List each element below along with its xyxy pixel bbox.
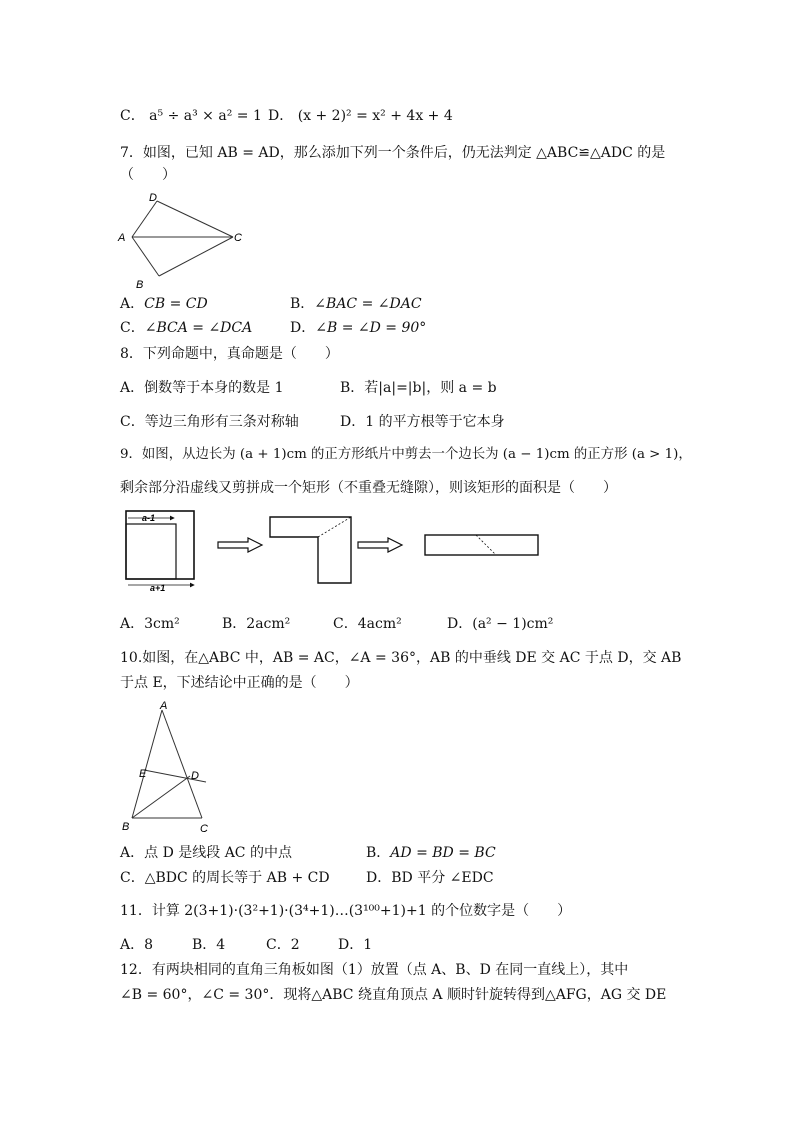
q7-answer-paren: （ ）	[120, 167, 176, 183]
option-text: ∠B = ∠D = 90°	[315, 320, 427, 336]
option-text: ∠BCA = ∠DCA	[144, 320, 253, 336]
option-label: D．	[340, 414, 366, 430]
q8-option-c	[120, 412, 299, 432]
q11-option-a	[120, 935, 153, 955]
option-label: C．	[120, 414, 145, 430]
q10-triangle-figure	[118, 700, 218, 840]
option-label: B．	[192, 937, 217, 953]
option-text: 8	[144, 937, 154, 953]
point-label-b: B	[136, 279, 144, 291]
q9-option-d	[447, 614, 553, 634]
q6-option-c	[120, 106, 262, 126]
q12-stem-line2: ∠B = 60°，∠C = 30°．现将△ABC 绕直角顶点 A 顺时针旋转得到△AFG，AG 交 DE	[120, 987, 667, 1003]
option-label: C．	[120, 320, 145, 336]
option-text: AD = BD = BC	[390, 845, 496, 861]
point-label-a: A	[118, 232, 126, 244]
q8-option-d	[340, 412, 505, 432]
q10-option-c	[120, 868, 330, 888]
option-text: ∠BAC = ∠DAC	[314, 296, 422, 312]
right-arrow-icon	[218, 538, 262, 552]
option-label: B．	[222, 616, 247, 632]
option-text: 倒数等于本身的数是 1	[144, 380, 284, 396]
q9-stem-line2: 剩余部分沿虚线又剪拼成一个矩形（不重叠无缝隙），则该矩形的面积是（ ）	[120, 480, 617, 496]
result-rectangle	[425, 535, 538, 555]
option-label: D．	[366, 870, 392, 886]
option-label: C．	[333, 616, 358, 632]
option-label: A．	[120, 616, 145, 632]
q9-stem-line1: 9．如图，从边长为 (a + 1)cm 的正方形纸片中剪去一个边长为 (a − 1)cm 的正方形 (a > 1)，	[120, 447, 692, 462]
option-text: △BDC 的周长等于 AB + CD	[144, 870, 330, 886]
option-label: A．	[120, 296, 145, 312]
q10-stem-line2: 于点 E，下述结论中正确的是（ ）	[120, 675, 359, 691]
q9-option-c	[333, 614, 402, 634]
q12-stem-line1: 12．有两块相同的直角三角板如图（1）放置（点 A、B、D 在同一直线上），其中	[120, 962, 629, 978]
option-text: 2acm²	[246, 616, 291, 632]
q7-stem: 7．如图，已知 AB = AD，那么添加下列一个条件后，仍无法判定 △ABC≌△ADC 的是	[120, 145, 666, 161]
q10-stem-line1: 10.如图，在△ABC 中，AB = AC，∠A = 36°，AB 的中垂线 DE 交 AC 于点 D，交 AB	[120, 650, 682, 666]
q11-stem: 11．计算 2(3+1)·(3²+1)·(3⁴+1)…(3¹⁰⁰+1)+1 的个位数字是（ ）	[120, 903, 572, 919]
option-label: D．	[268, 108, 294, 124]
label-a-minus-1: a-1	[142, 513, 156, 523]
option-expression: (x + 2)² = x² + 4x + 4	[297, 108, 453, 124]
option-label: D．	[447, 616, 473, 632]
option-label: B．	[290, 296, 315, 312]
option-label: D．	[290, 320, 316, 336]
q8-option-b	[340, 378, 497, 398]
point-label-e: E	[139, 768, 147, 780]
point-label-b: B	[122, 821, 130, 833]
q7-option-d	[290, 318, 426, 338]
option-text: 1 的平方根等于它本身	[365, 414, 505, 430]
option-label: A．	[120, 937, 145, 953]
option-label: B．	[366, 845, 391, 861]
option-label: D．	[338, 937, 364, 953]
option-text: 1	[363, 937, 373, 953]
option-label: A．	[120, 380, 145, 396]
option-text: 2	[290, 937, 300, 953]
point-label-c: C	[200, 823, 208, 835]
q11-option-d	[338, 935, 372, 955]
q7-kite-figure	[112, 188, 252, 294]
q9-cut-square-figure	[118, 505, 558, 595]
option-expression: a⁵ ÷ a³ × a² = 1	[149, 108, 262, 124]
q7-option-b	[290, 294, 422, 314]
point-label-d: D	[149, 192, 157, 204]
option-text: (a² − 1)cm²	[472, 616, 554, 632]
option-label: B．	[340, 380, 365, 396]
q6-option-d	[268, 106, 453, 126]
option-text: 4	[216, 937, 226, 953]
option-text: 若|a|=|b|，则 a = b	[364, 380, 497, 396]
option-label: C．	[120, 108, 145, 124]
q7-option-c	[120, 318, 252, 338]
option-text: 等边三角形有三条对称轴	[144, 414, 299, 430]
point-label-a: A	[160, 700, 168, 712]
option-label: C．	[120, 870, 145, 886]
q10-option-d	[366, 868, 494, 888]
option-label: C．	[266, 937, 291, 953]
q8-stem: 8．下列命题中，真命题是（ ）	[120, 346, 339, 362]
option-text: 3cm²	[144, 616, 180, 632]
option-text: BD 平分 ∠EDC	[391, 870, 494, 886]
option-text: 4acm²	[357, 616, 402, 632]
q7-option-a	[120, 294, 208, 314]
option-label: A．	[120, 845, 145, 861]
option-text: CB = CD	[144, 296, 208, 312]
point-label-c: C	[234, 232, 242, 244]
q8-option-a	[120, 378, 283, 398]
q9-option-a	[120, 614, 180, 634]
q9-option-b	[222, 614, 290, 634]
q11-option-c	[266, 935, 300, 955]
q11-option-b	[192, 935, 225, 955]
q10-option-b	[366, 843, 496, 863]
l-shape	[270, 517, 351, 583]
point-label-d: D	[191, 770, 199, 782]
q10-option-a	[120, 843, 292, 863]
right-arrow-icon	[358, 538, 402, 552]
label-a-plus-1: a+1	[150, 583, 166, 593]
option-text: 点 D 是线段 AC 的中点	[144, 845, 292, 861]
